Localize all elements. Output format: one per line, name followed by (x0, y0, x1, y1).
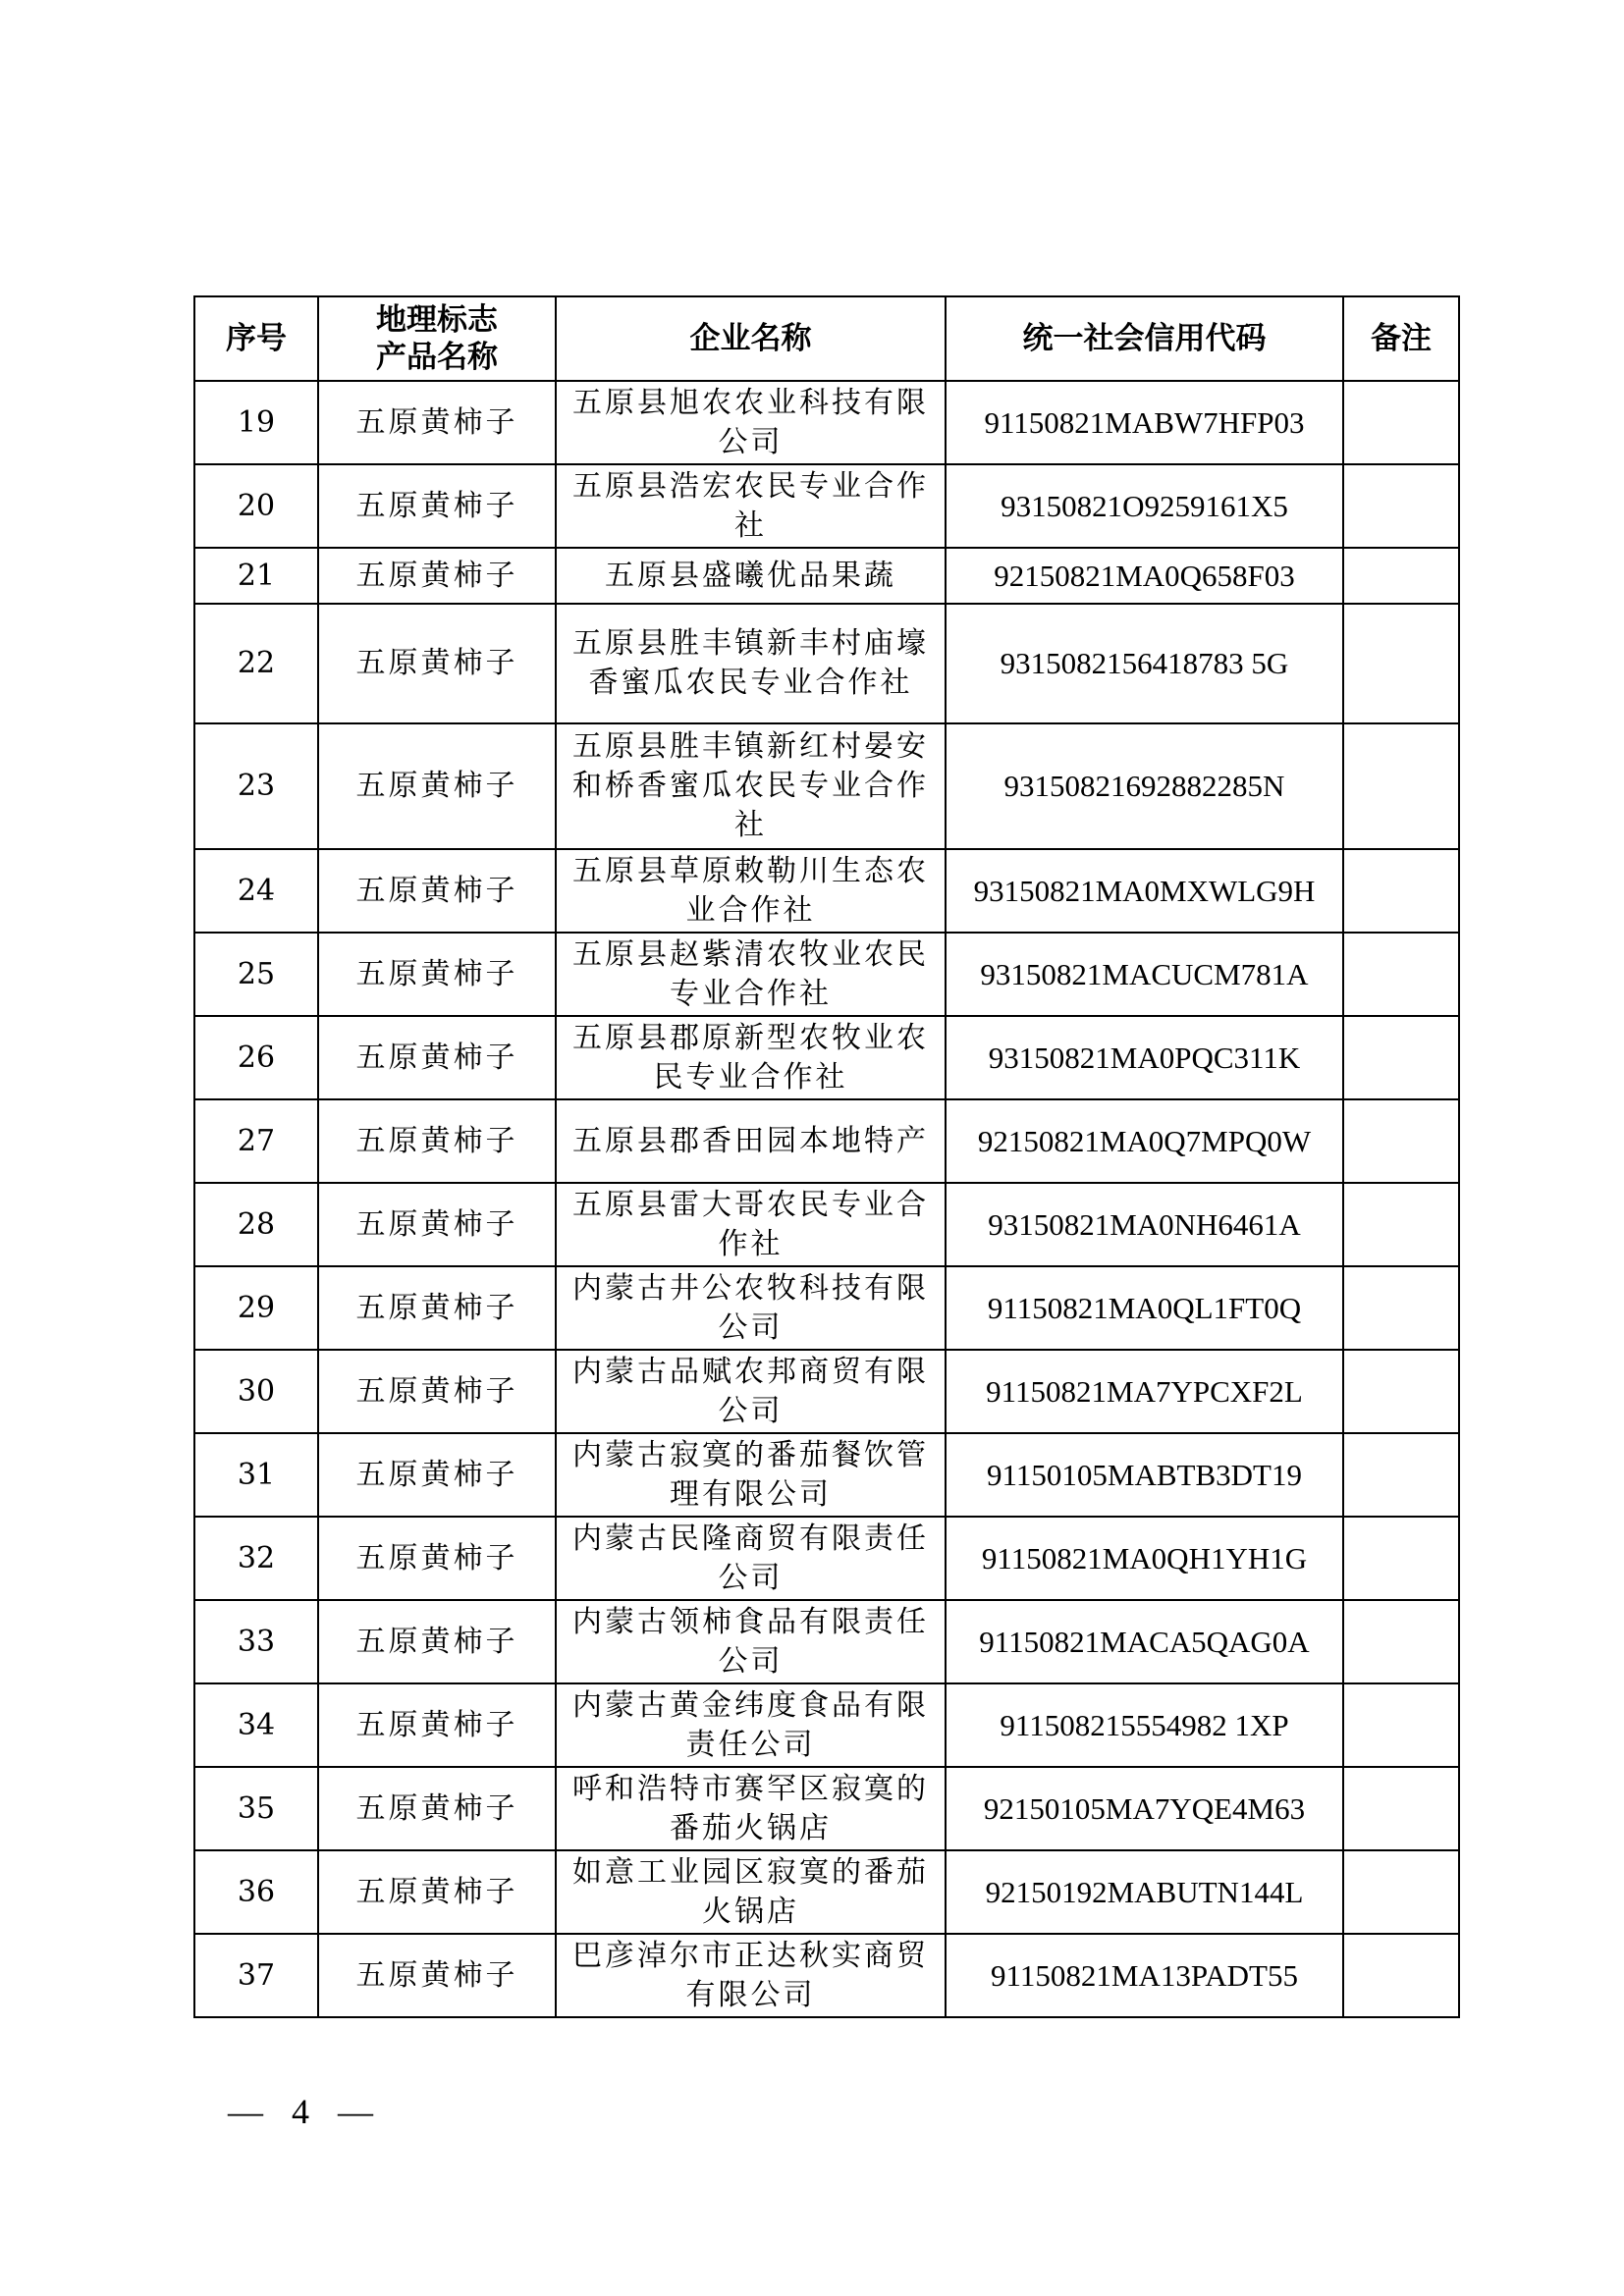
header-product (318, 296, 556, 381)
table-row (194, 1183, 1459, 1266)
cell-remark (1343, 723, 1459, 849)
table-row (194, 464, 1459, 548)
cell-seq: 23 (194, 723, 318, 849)
cell-product: 五原黄柿子 (318, 933, 556, 1016)
cell-remark (1343, 1433, 1459, 1517)
cell-seq: 20 (194, 464, 318, 548)
cell-product: 五原黄柿子 (318, 604, 556, 723)
cell-code: 93150821MA0MXWLG9H (946, 849, 1343, 933)
cell-company: 巴彦淖尔市正达秋实商贸有限公司 (556, 1934, 946, 2017)
cell-seq: 36 (194, 1850, 318, 1934)
cell-product: 五原黄柿子 (318, 464, 556, 548)
cell-remark (1343, 1016, 1459, 1099)
header-seq: 序号 (194, 296, 318, 381)
cell-product: 五原黄柿子 (318, 1683, 556, 1767)
cell-remark (1343, 1850, 1459, 1934)
cell-company: 内蒙古寂寞的番茄餐饮管理有限公司 (556, 1433, 946, 1517)
cell-remark (1343, 1517, 1459, 1600)
cell-company: 如意工业园区寂寞的番茄火锅店 (556, 1850, 946, 1934)
cell-code: 91150821MABW7HFP03 (946, 381, 1343, 464)
cell-code: 92150105MA7YQE4M63 (946, 1767, 1343, 1850)
cell-product: 五原黄柿子 (318, 1350, 556, 1433)
cell-code: 91150821MA7YPCXF2L (946, 1350, 1343, 1433)
table-body (194, 381, 1459, 2017)
cell-company: 内蒙古品赋农邦商贸有限公司 (556, 1350, 946, 1433)
cell-product: 五原黄柿子 (318, 1517, 556, 1600)
cell-remark (1343, 1099, 1459, 1183)
cell-company: 五原县郡香田园本地特产 (556, 1099, 946, 1183)
cell-remark (1343, 849, 1459, 933)
table-row (194, 381, 1459, 464)
cell-product: 五原黄柿子 (318, 723, 556, 849)
table-row (194, 1600, 1459, 1683)
table-row (194, 1517, 1459, 1600)
cell-company: 内蒙古民隆商贸有限责任公司 (556, 1517, 946, 1600)
table-row (194, 548, 1459, 604)
header-code: 统一社会信用代码 (946, 296, 1343, 381)
cell-remark (1343, 1600, 1459, 1683)
cell-seq: 37 (194, 1934, 318, 2017)
cell-company: 呼和浩特市赛罕区寂寞的番茄火锅店 (556, 1767, 946, 1850)
cell-code: 93150821MA0PQC311K (946, 1016, 1343, 1099)
cell-seq: 31 (194, 1433, 318, 1517)
cell-company: 内蒙古领柿食品有限责任公司 (556, 1600, 946, 1683)
cell-company: 五原县胜丰镇新红村晏安和桥香蜜瓜农民专业合作社 (556, 723, 946, 849)
cell-seq: 34 (194, 1683, 318, 1767)
table-row (194, 604, 1459, 723)
cell-code: 92150192MABUTN144L (946, 1850, 1343, 1934)
cell-code: 91150821MA0QL1FT0Q (946, 1266, 1343, 1350)
cell-code: 93150821692882285N (946, 723, 1343, 849)
cell-product: 五原黄柿子 (318, 1099, 556, 1183)
cell-code: 91150821MA0QH1YH1G (946, 1517, 1343, 1600)
cell-remark (1343, 1350, 1459, 1433)
cell-code: 92150821MA0Q7MPQ0W (946, 1099, 1343, 1183)
cell-remark (1343, 1183, 1459, 1266)
table-row (194, 1266, 1459, 1350)
cell-company: 五原县郡原新型农牧业农民专业合作社 (556, 1016, 946, 1099)
header-company: 企业名称 (556, 296, 946, 381)
cell-remark (1343, 1767, 1459, 1850)
cell-company: 五原县胜丰镇新丰村庙壕香蜜瓜农民专业合作社 (556, 604, 946, 723)
cell-seq: 24 (194, 849, 318, 933)
cell-remark (1343, 1683, 1459, 1767)
cell-product: 五原黄柿子 (318, 1850, 556, 1934)
cell-product: 五原黄柿子 (318, 1767, 556, 1850)
cell-remark (1343, 464, 1459, 548)
cell-company: 五原县赵紫清农牧业农民专业合作社 (556, 933, 946, 1016)
table-row (194, 1850, 1459, 1934)
cell-code: 911508215554982 1XP (946, 1683, 1343, 1767)
cell-product: 五原黄柿子 (318, 1266, 556, 1350)
table-header-row (194, 296, 1459, 381)
cell-product: 五原黄柿子 (318, 548, 556, 604)
table-row (194, 1099, 1459, 1183)
cell-remark (1343, 381, 1459, 464)
cell-seq: 26 (194, 1016, 318, 1099)
page-number: — 4 — (228, 2092, 383, 2131)
cell-seq: 25 (194, 933, 318, 1016)
table-row (194, 849, 1459, 933)
cell-code: 91150105MABTB3DT19 (946, 1433, 1343, 1517)
cell-company: 五原县旭农农业科技有限公司 (556, 381, 946, 464)
cell-code: 91150821MACA5QAG0A (946, 1600, 1343, 1683)
cell-product: 五原黄柿子 (318, 1600, 556, 1683)
cell-seq: 32 (194, 1517, 318, 1600)
cell-seq: 30 (194, 1350, 318, 1433)
cell-seq: 22 (194, 604, 318, 723)
cell-code: 93150821MA0NH6461A (946, 1183, 1343, 1266)
cell-company: 内蒙古黄金纬度食品有限责任公司 (556, 1683, 946, 1767)
cell-product: 五原黄柿子 (318, 1183, 556, 1266)
enterprise-table (193, 295, 1460, 2018)
cell-code: 93150821MACUCM781A (946, 933, 1343, 1016)
cell-remark (1343, 1266, 1459, 1350)
cell-seq: 33 (194, 1600, 318, 1683)
cell-product: 五原黄柿子 (318, 1934, 556, 2017)
cell-company: 五原县盛曦优品果蔬 (556, 548, 946, 604)
cell-remark (1343, 1934, 1459, 2017)
table-row (194, 1016, 1459, 1099)
cell-code: 92150821MA0Q658F03 (946, 548, 1343, 604)
cell-code: 9315082156418783 5G (946, 604, 1343, 723)
table-row (194, 1934, 1459, 2017)
cell-product: 五原黄柿子 (318, 1016, 556, 1099)
cell-product: 五原黄柿子 (318, 849, 556, 933)
table-row (194, 1683, 1459, 1767)
table-row (194, 1767, 1459, 1850)
cell-code: 93150821O9259161X5 (946, 464, 1343, 548)
cell-company: 五原县雷大哥农民专业合作社 (556, 1183, 946, 1266)
cell-company: 五原县草原敕勒川生态农业合作社 (556, 849, 946, 933)
table-row (194, 723, 1459, 849)
cell-remark (1343, 933, 1459, 1016)
header-remark: 备注 (1343, 296, 1459, 381)
cell-seq: 19 (194, 381, 318, 464)
table-row (194, 1350, 1459, 1433)
cell-code: 91150821MA13PADT55 (946, 1934, 1343, 2017)
cell-product: 五原黄柿子 (318, 381, 556, 464)
cell-seq: 28 (194, 1183, 318, 1266)
cell-company: 五原县浩宏农民专业合作社 (556, 464, 946, 548)
table-row (194, 933, 1459, 1016)
header-product-label: 地理标志产品名称 (376, 302, 498, 375)
cell-product: 五原黄柿子 (318, 1433, 556, 1517)
cell-seq: 21 (194, 548, 318, 604)
cell-remark (1343, 604, 1459, 723)
cell-company: 内蒙古井公农牧科技有限公司 (556, 1266, 946, 1350)
cell-seq: 29 (194, 1266, 318, 1350)
cell-seq: 27 (194, 1099, 318, 1183)
cell-remark (1343, 548, 1459, 604)
table-row (194, 1433, 1459, 1517)
cell-seq: 35 (194, 1767, 318, 1850)
